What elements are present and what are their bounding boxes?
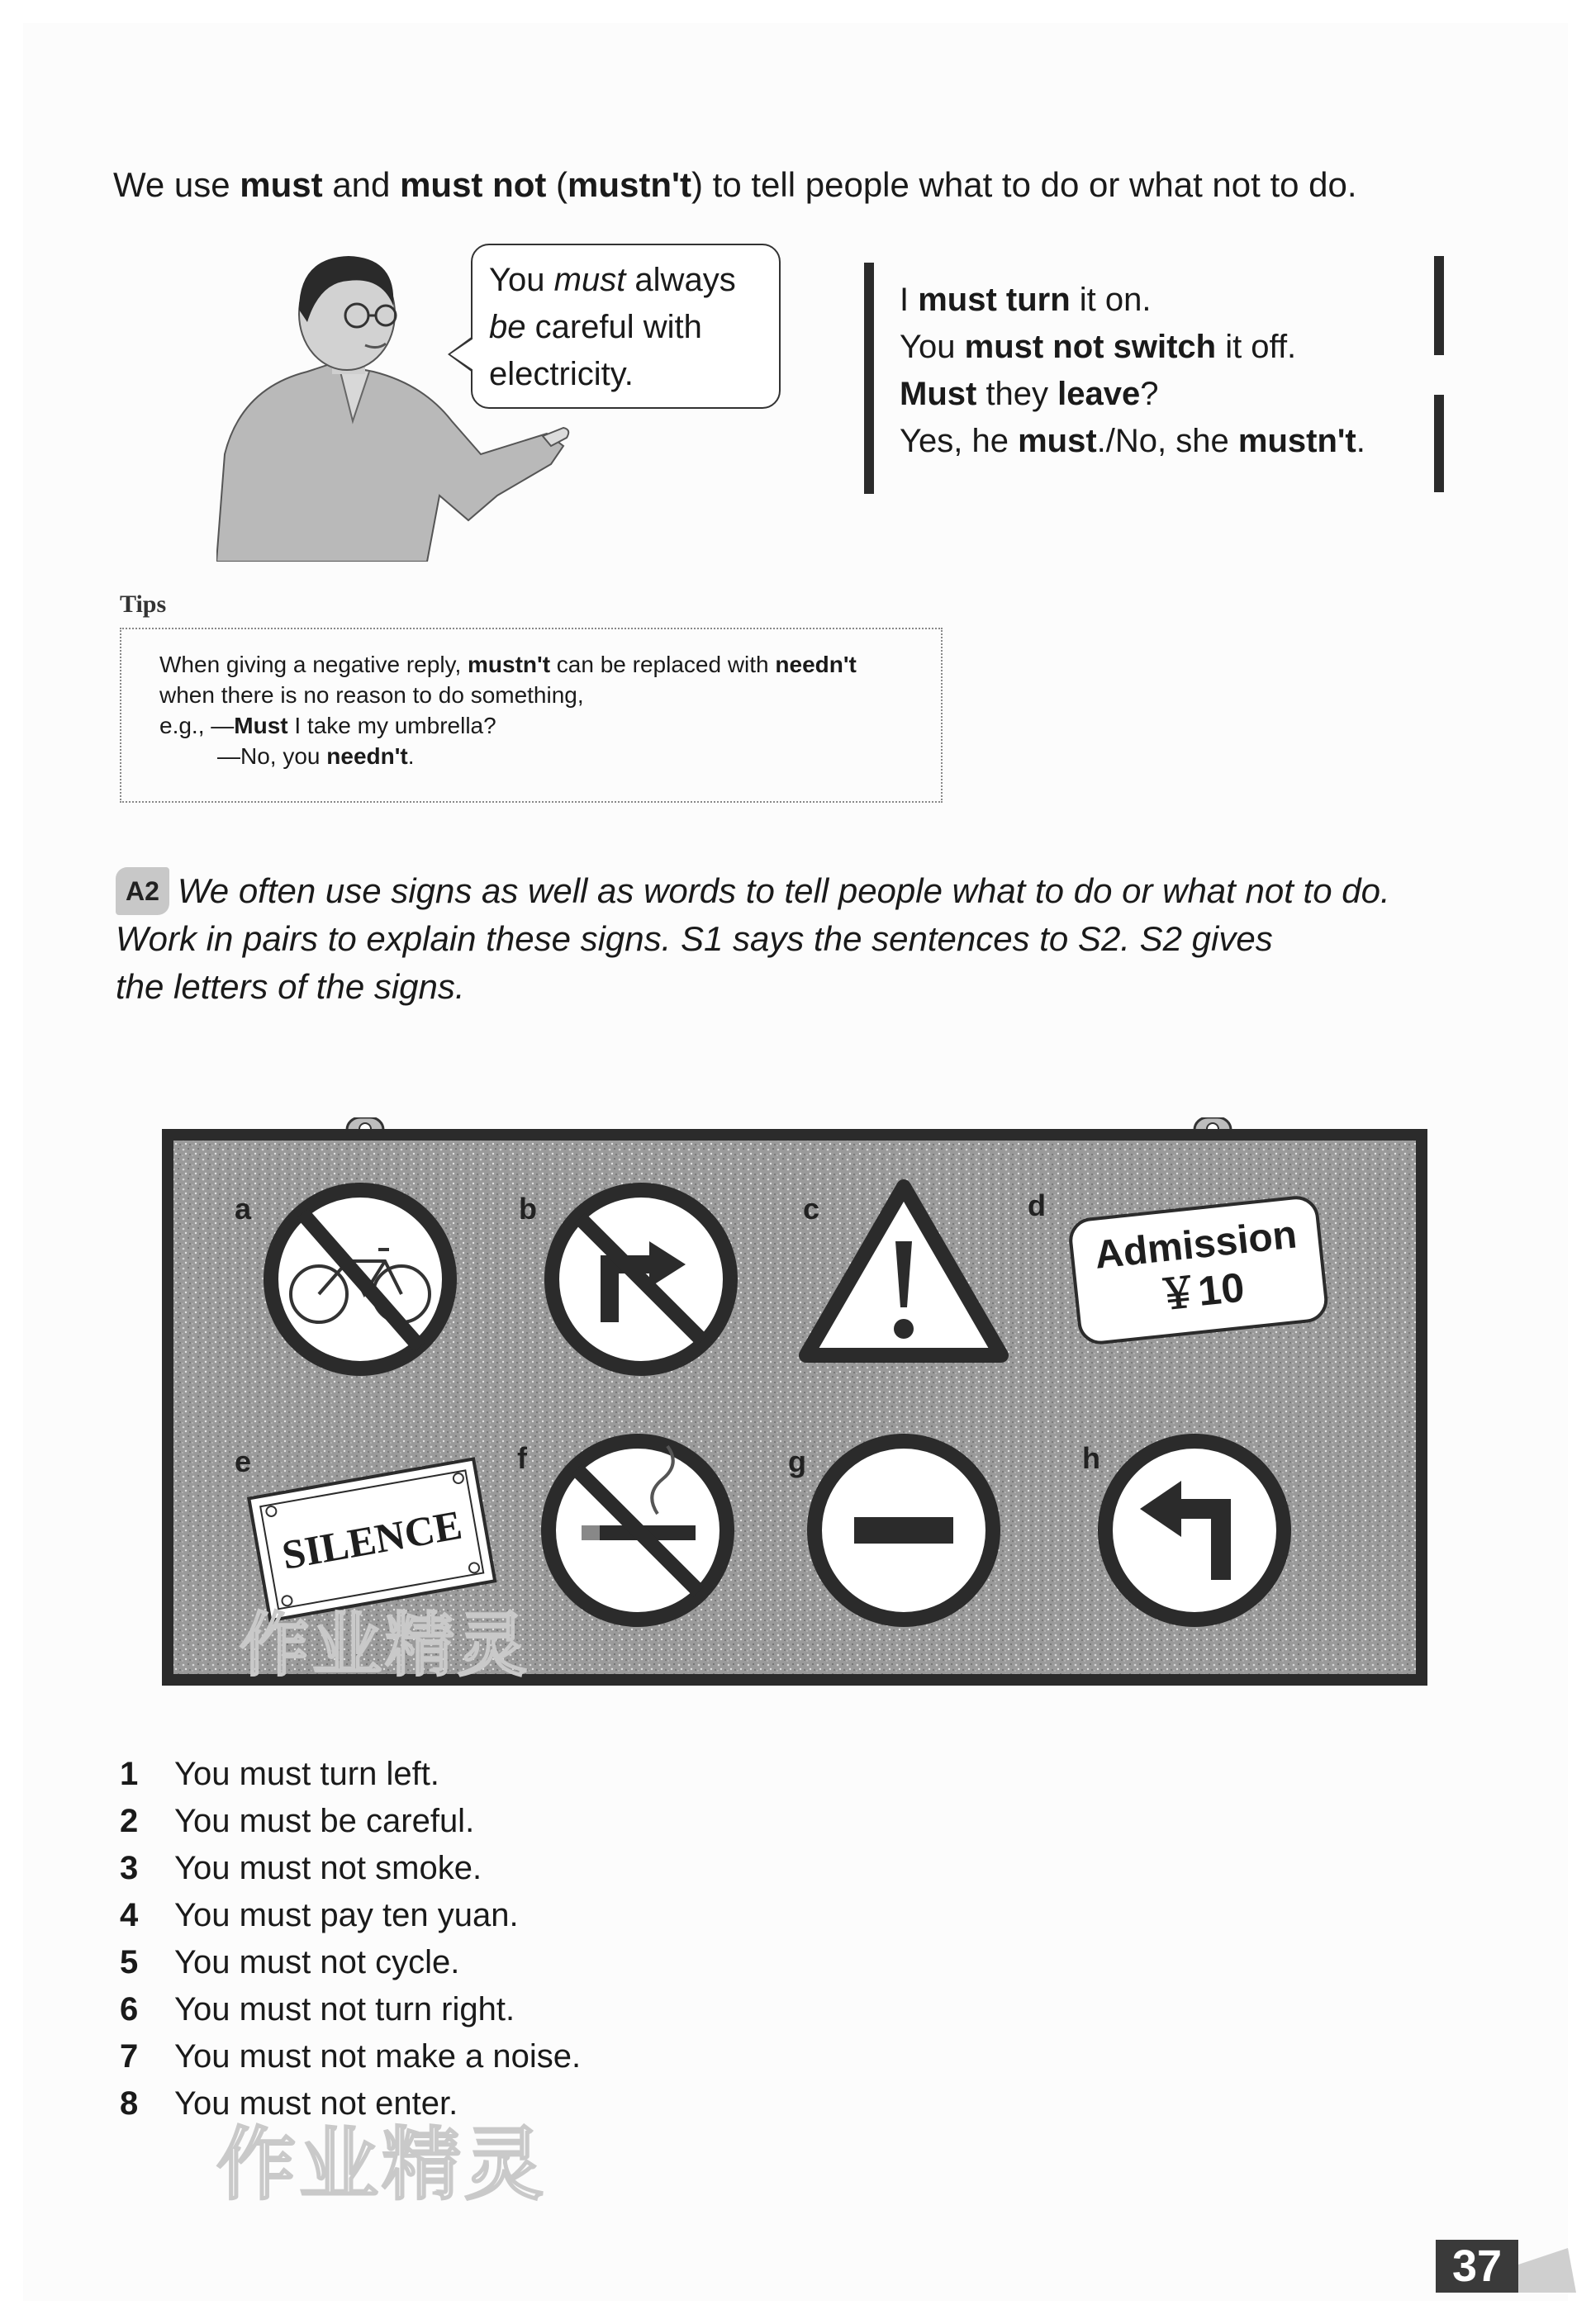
admission-sign: [1069, 1196, 1328, 1345]
watermark-2: 作业精灵: [216, 2121, 547, 2209]
sign-letter-a: a: [235, 1192, 252, 1226]
grammar-examples: [864, 263, 1426, 486]
sign-letter-e: e: [235, 1444, 252, 1478]
no-smoking-icon: [549, 1441, 727, 1620]
list-item: 7 You must not make a noise.: [120, 2038, 582, 2075]
grammar-line-4: Yes, he must./No, she mustn't.: [900, 423, 1365, 459]
a2-instructions: A2 We often use signs as well as words to tell people what to do or what not to do. Work in pairs to explain these signs. S1 says the sentences to S2. S2 gives the letters of the signs.: [116, 867, 1503, 1011]
list-item: 4 You must pay ten yuan.: [120, 1897, 519, 1933]
sentence-list: [120, 1751, 581, 2127]
sign-letter-f: f: [517, 1441, 527, 1475]
intro-sentence: We use must and must not (mustn't) to tell people what to do or what not to do.: [113, 165, 1357, 204]
admission-price: ￥10: [1154, 1264, 1247, 1320]
grammar-line-2: You must not switch it off.: [900, 329, 1297, 365]
a2-badge: A2: [116, 867, 169, 915]
no-entry-icon: [814, 1441, 993, 1620]
grammar-line-1: I must turn it on.: [900, 282, 1152, 318]
speech-bubble: You must always be careful with electricity.: [471, 244, 781, 409]
sign-letter-b: b: [519, 1192, 537, 1226]
sign-letter-h: h: [1082, 1441, 1100, 1475]
admission-label: Admission: [1092, 1212, 1299, 1278]
tips-title: Tips: [120, 590, 167, 618]
list-item: 2 You must be careful.: [120, 1803, 475, 1839]
grammar-line-3: Must they leave?: [900, 376, 1159, 412]
tips-box: When giving a negative reply, mustn't can be replaced with needn't when there is no reason to do something, e.g., —Must I take my umbrella? —No, you needn't.: [120, 628, 943, 803]
list-item: 1 You must turn left.: [120, 1756, 439, 1792]
list-item: 5 You must not cycle.: [120, 1944, 460, 1980]
sign-letter-d: d: [1028, 1188, 1046, 1222]
list-item: 3 You must not smoke.: [120, 1850, 482, 1886]
page-corner-decoration: [1518, 2240, 1576, 2293]
sign-letter-g: g: [788, 1444, 806, 1478]
turn-left-icon: [1105, 1441, 1284, 1620]
no-right-turn-icon: [552, 1190, 730, 1368]
page-number: 37: [1436, 2240, 1518, 2293]
watermark-1: 作业精灵: [240, 1606, 531, 1684]
sign-letter-c: c: [803, 1192, 820, 1226]
list-item: 8 You must not enter.: [120, 2085, 458, 2122]
no-cycling-icon: [271, 1190, 449, 1368]
list-item: 6 You must not turn right.: [120, 1991, 515, 2028]
silence-label: SILENCE: [278, 1501, 466, 1578]
